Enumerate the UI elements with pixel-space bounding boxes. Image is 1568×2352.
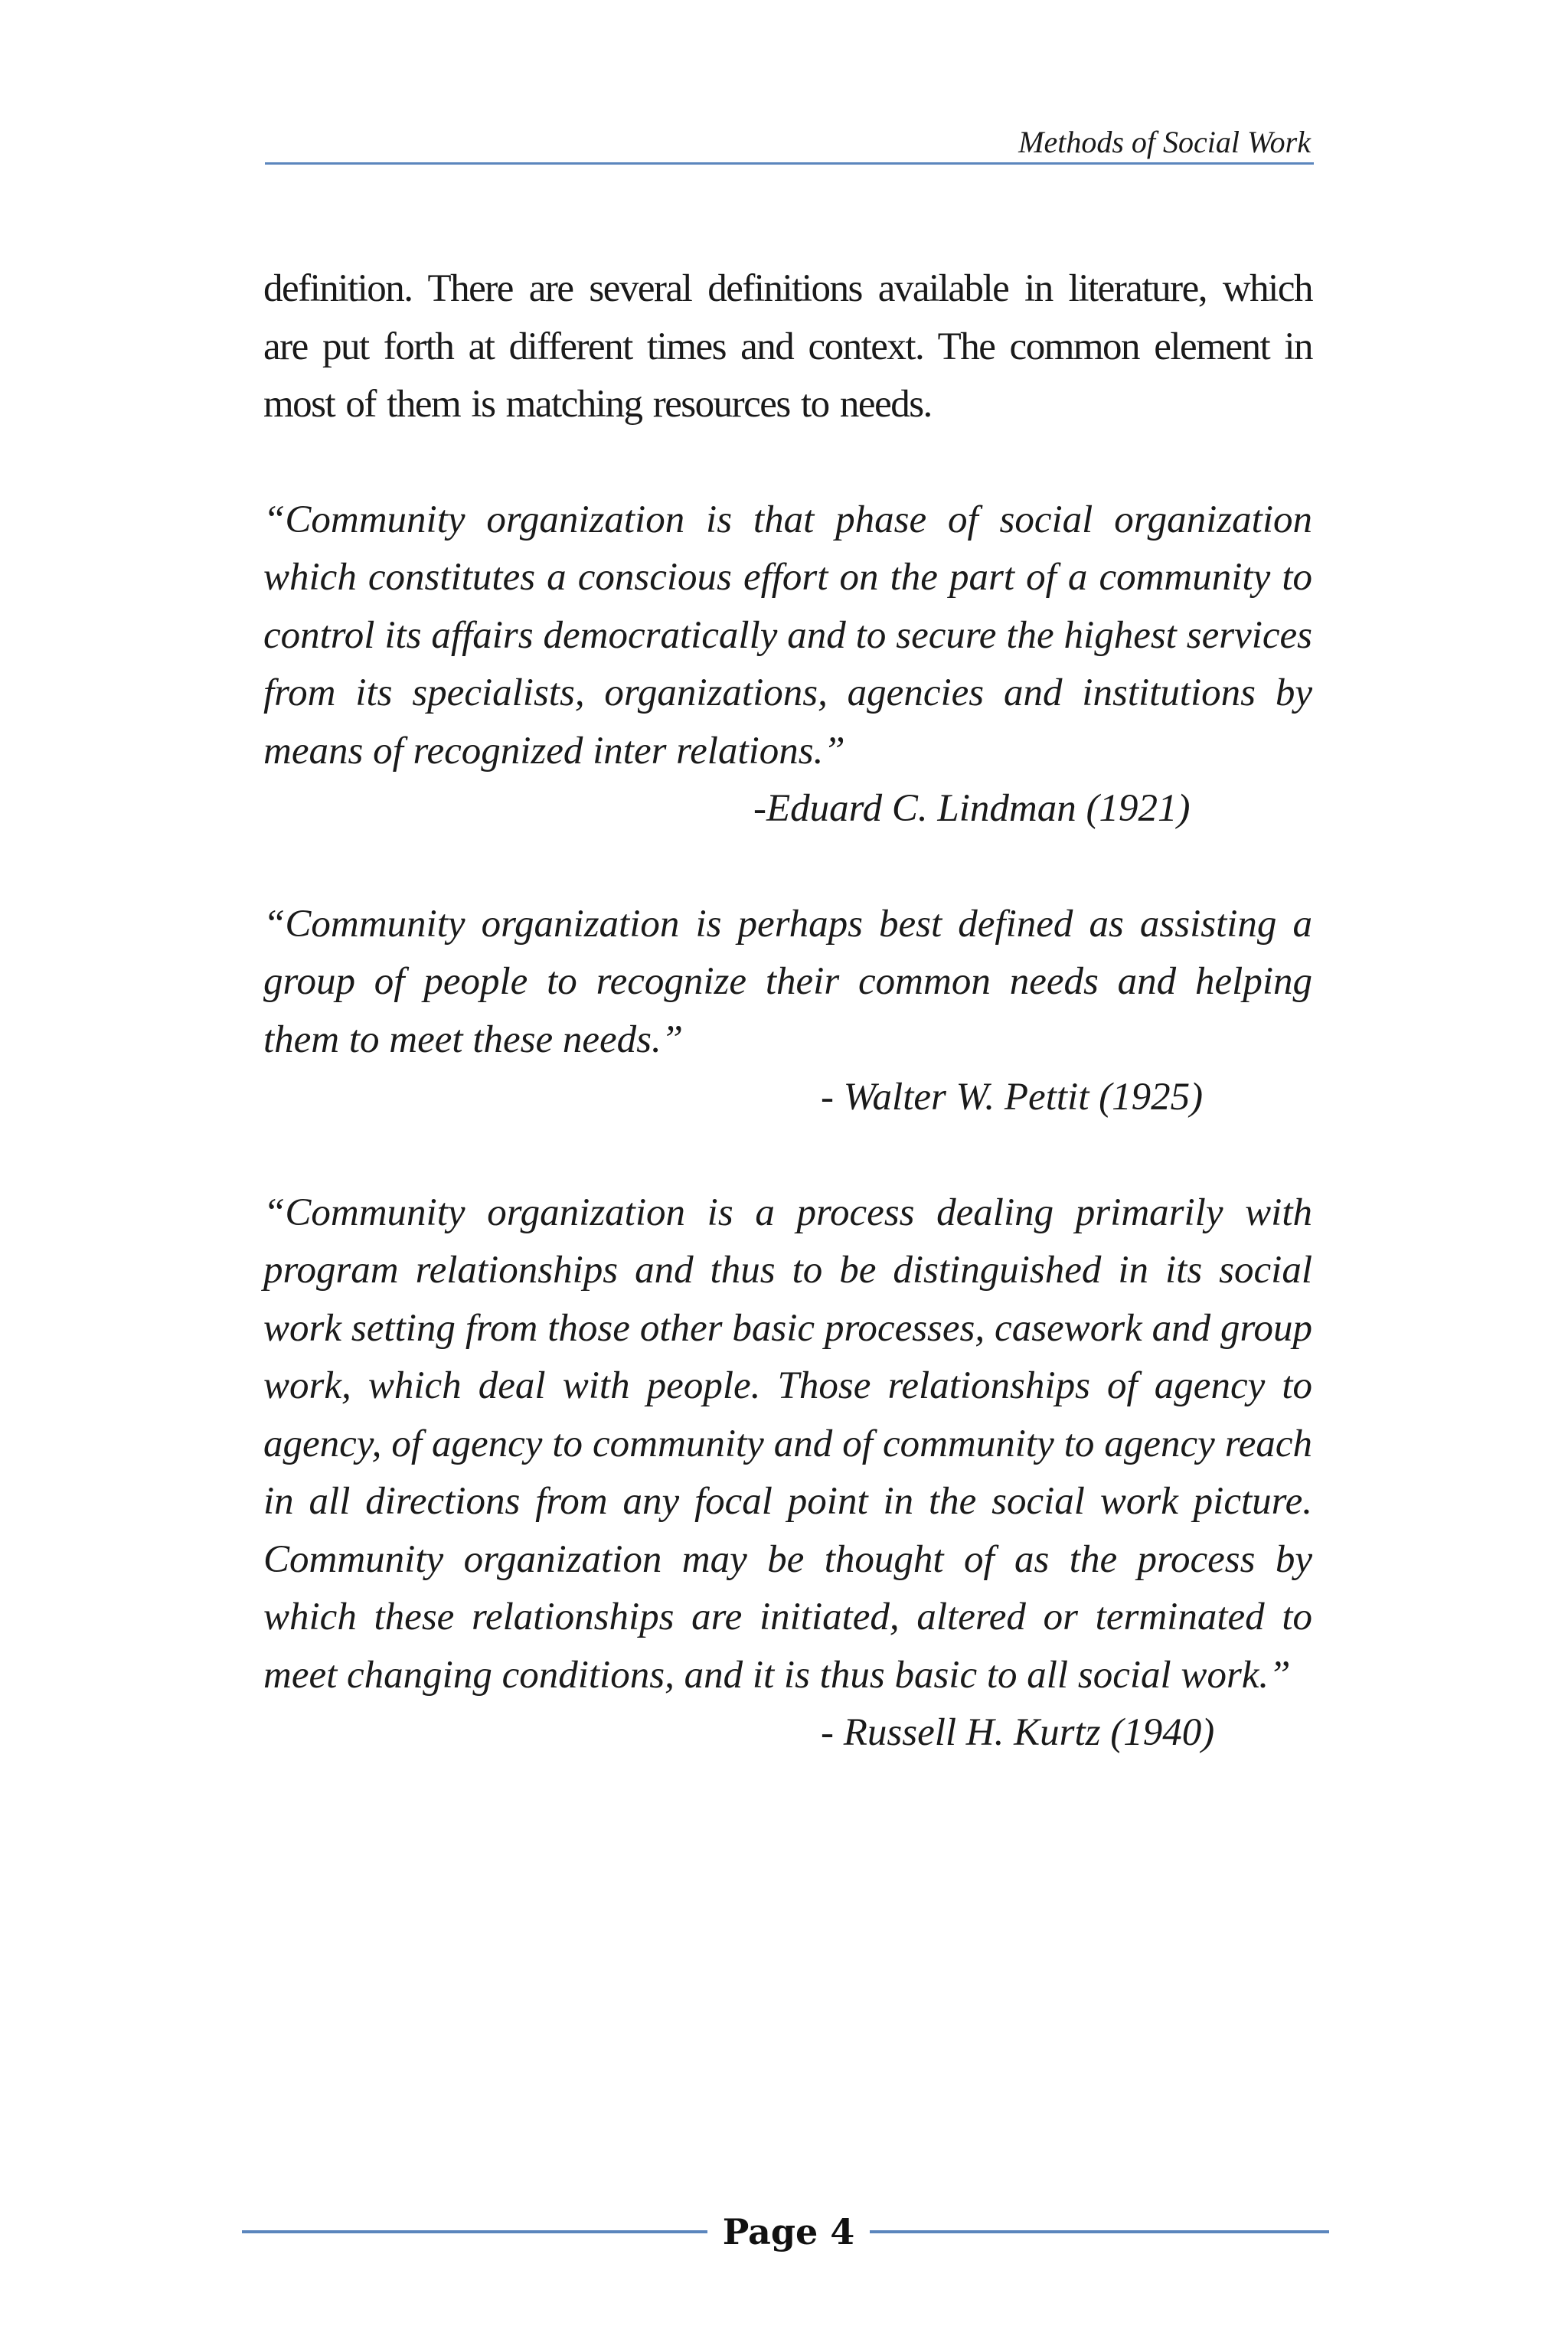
page-body [263, 260, 1312, 1762]
intro-paragraph: definition. There are several definitions available in literature, which are put forth at different times and context. The common element in most of them is matching resources to needs. [263, 267, 1312, 426]
page-number: Page 4 [722, 2211, 855, 2252]
header-divider [265, 162, 1314, 165]
quote-block [263, 492, 1312, 838]
quote-attribution: - Walter W. Pettit (1925) [821, 1076, 1204, 1119]
quote-attribution: - Russell H. Kurtz (1940) [821, 1711, 1215, 1754]
footer-divider-right [870, 2230, 1329, 2233]
footer-divider-left [242, 2230, 707, 2233]
quote-text: “Community organization is a process dealing primarily with program relationships and thus to be distinguished in its social work setting from those other basic processes, casework and group work, which deal with people. Those relationships of agency to agency, of agency to community and of community to agency reach in all directions from any focal point in the social work picture. Community organization may be thought of as the process by which these relationships are initiated, altered or terminated to meet changing conditions, and it is thus basic to all social work.” [263, 1191, 1312, 1697]
quote-block [263, 896, 1312, 1127]
quote-text: “Community organization is that phase of social organization which constitutes a conscious effort on the part of a community to control its affairs democratically and to secure the highest services from its specialists, organizations, agencies and institutions by means of recognized inter relations.” [263, 498, 1312, 773]
page-footer [0, 2209, 1568, 2255]
quote-block [263, 1184, 1312, 1762]
quote-text: “Community organization is perhaps best defined as assisting a group of people to recognize their common needs and helping them to meet these needs.” [263, 902, 1312, 1061]
quote-attribution: -Eduard C. Lindman (1921) [753, 787, 1191, 830]
header-title: Methods of Social Work [1018, 125, 1311, 159]
